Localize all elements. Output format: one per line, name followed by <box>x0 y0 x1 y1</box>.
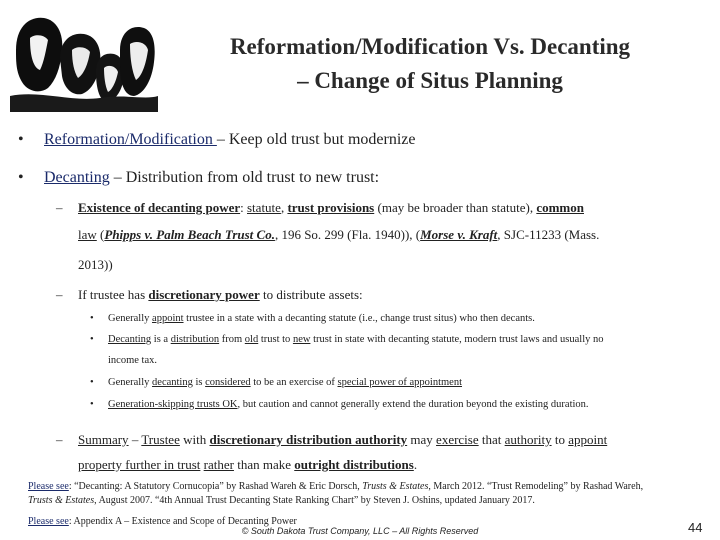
text-statute: statute <box>247 200 281 215</box>
text-summary: Summary <box>78 432 129 447</box>
note-publication: Trusts & Estates <box>28 495 95 506</box>
text-rather: rather <box>203 457 234 472</box>
text-period: . <box>413 457 418 472</box>
text-if-trustee: If trustee has <box>78 287 149 302</box>
text-citation-2: , SJC-11233 (Mass. <box>497 227 600 242</box>
title-line-1: Reformation/Modification Vs. Decanting <box>229 34 631 59</box>
bullet-marker: • <box>90 313 94 324</box>
text-that: that <box>478 432 505 447</box>
text-from: from <box>219 334 245 345</box>
link-please-see[interactable]: Please see <box>28 516 69 527</box>
text-decanting-power: Existence of decanting power <box>78 200 241 215</box>
text-paren: ( <box>96 227 105 242</box>
mount-rushmore-faces-icon <box>10 10 158 112</box>
subsub-item-decanting-distribution-line2: income tax. <box>108 355 157 366</box>
text-decanting: Decanting <box>108 334 152 345</box>
title-line-2: – Change of Situs Planning <box>297 68 563 93</box>
text-comma: , <box>280 200 288 215</box>
text-authority: authority <box>504 432 552 447</box>
text-with: with <box>179 432 210 447</box>
text-discretionary-power: discretionary power <box>148 287 260 302</box>
text-trust-to: trust to <box>258 334 293 345</box>
bullet-marker: • <box>90 399 94 410</box>
dash-marker: – <box>56 432 63 447</box>
text-appoint: appoint <box>568 432 608 447</box>
case-phipps: Phipps v. Palm Beach Trust Co. <box>104 227 275 242</box>
page-number: 44 <box>688 520 703 535</box>
sub-bullet-summary-line2 <box>78 456 417 474</box>
slide-title <box>150 30 710 98</box>
text-discretionary-authority: discretionary distribution authority <box>209 432 408 447</box>
case-morse: Morse v. Kraft <box>420 227 498 242</box>
text-special-power: special power of appointment <box>337 377 463 388</box>
note-text-3: , August 2007. “4th Annual Trust Decanting State Ranking Chart” by Steven J. Oshins, updated January 2017. <box>94 495 535 506</box>
note-appendix: : Appendix A – Existence and Scope of Decanting Power <box>68 516 297 527</box>
text-new: new <box>292 334 311 345</box>
link-reformation[interactable]: Reformation/Modification <box>44 131 217 148</box>
link-decanting[interactable]: Decanting <box>44 169 110 186</box>
bullet-marker: • <box>90 334 94 345</box>
bullet-marker: • <box>90 377 94 388</box>
text-property-further: property further in trust <box>78 457 201 472</box>
text-decanting-rest: trust in state with decanting statute, modern trust laws and usually no <box>310 334 604 345</box>
note-text: : “Decanting: A Statutory Cornucopia” by Rashad Wareh & Eric Dorsch, <box>68 481 363 492</box>
text-exercise-of: to be an exercise of <box>250 377 338 388</box>
text-generally: Generally <box>108 313 153 324</box>
bullet-text: – Distribution from old trust to new trust: <box>109 169 380 186</box>
note-text-2: , March 2012. “Trust Remodeling” by Rashad Wareh, <box>428 481 644 492</box>
text-decanting: decanting <box>152 377 193 388</box>
text-common: common <box>536 200 584 215</box>
reference-note-1 <box>28 480 643 493</box>
note-publication: Trusts & Estates <box>362 481 429 492</box>
bullet-marker: • <box>18 169 24 186</box>
link-please-see[interactable]: Please see <box>28 481 69 492</box>
text-trust-provisions: trust provisions <box>287 200 375 215</box>
sub-bullet-decanting-power-line2 <box>78 226 599 244</box>
text-generally: Generally <box>108 377 153 388</box>
bullet-text: – Keep old trust but modernize <box>216 131 416 148</box>
text-generation-rest: , but caution and cannot generally extend the duration beyond the existing duration. <box>237 399 589 410</box>
reference-note-1-line2 <box>28 494 535 507</box>
text-dash: – <box>128 432 142 447</box>
text-than-make: than make <box>233 457 295 472</box>
text-may: may <box>407 432 437 447</box>
text-generation-skipping: Generation-skipping trusts OK <box>108 399 238 410</box>
text-is-a: is a <box>151 334 171 345</box>
text-appoint-rest: trustee in a state with a decanting statute (i.e., change trust situs) who then decants. <box>183 313 535 324</box>
sub-bullet-decanting-power-line3: 2013)) <box>78 257 113 272</box>
text-old: old <box>244 334 259 345</box>
text-outright-distributions: outright distributions <box>294 457 414 472</box>
text-citation: , 196 So. 299 (Fla. 1940)), ( <box>274 227 421 242</box>
text-exercise: exercise <box>436 432 479 447</box>
text-distribute: to distribute assets: <box>259 287 363 302</box>
text-to: to <box>551 432 569 447</box>
text-colon: : <box>240 200 247 215</box>
text-is: is <box>192 377 206 388</box>
footer-copyright: © South Dakota Trust Company, LLC – All Rights Reserved <box>241 526 479 536</box>
text-trustee: Trustee <box>141 432 180 447</box>
bullet-marker: • <box>18 131 24 148</box>
text-distribution: distribution <box>170 334 220 345</box>
text-considered: considered <box>205 377 251 388</box>
text-law: law <box>78 227 97 242</box>
text-appoint: appoint <box>152 313 184 324</box>
dash-marker: – <box>56 200 63 215</box>
dash-marker: – <box>56 287 63 302</box>
text-broader: (may be broader than statute), <box>374 200 537 215</box>
